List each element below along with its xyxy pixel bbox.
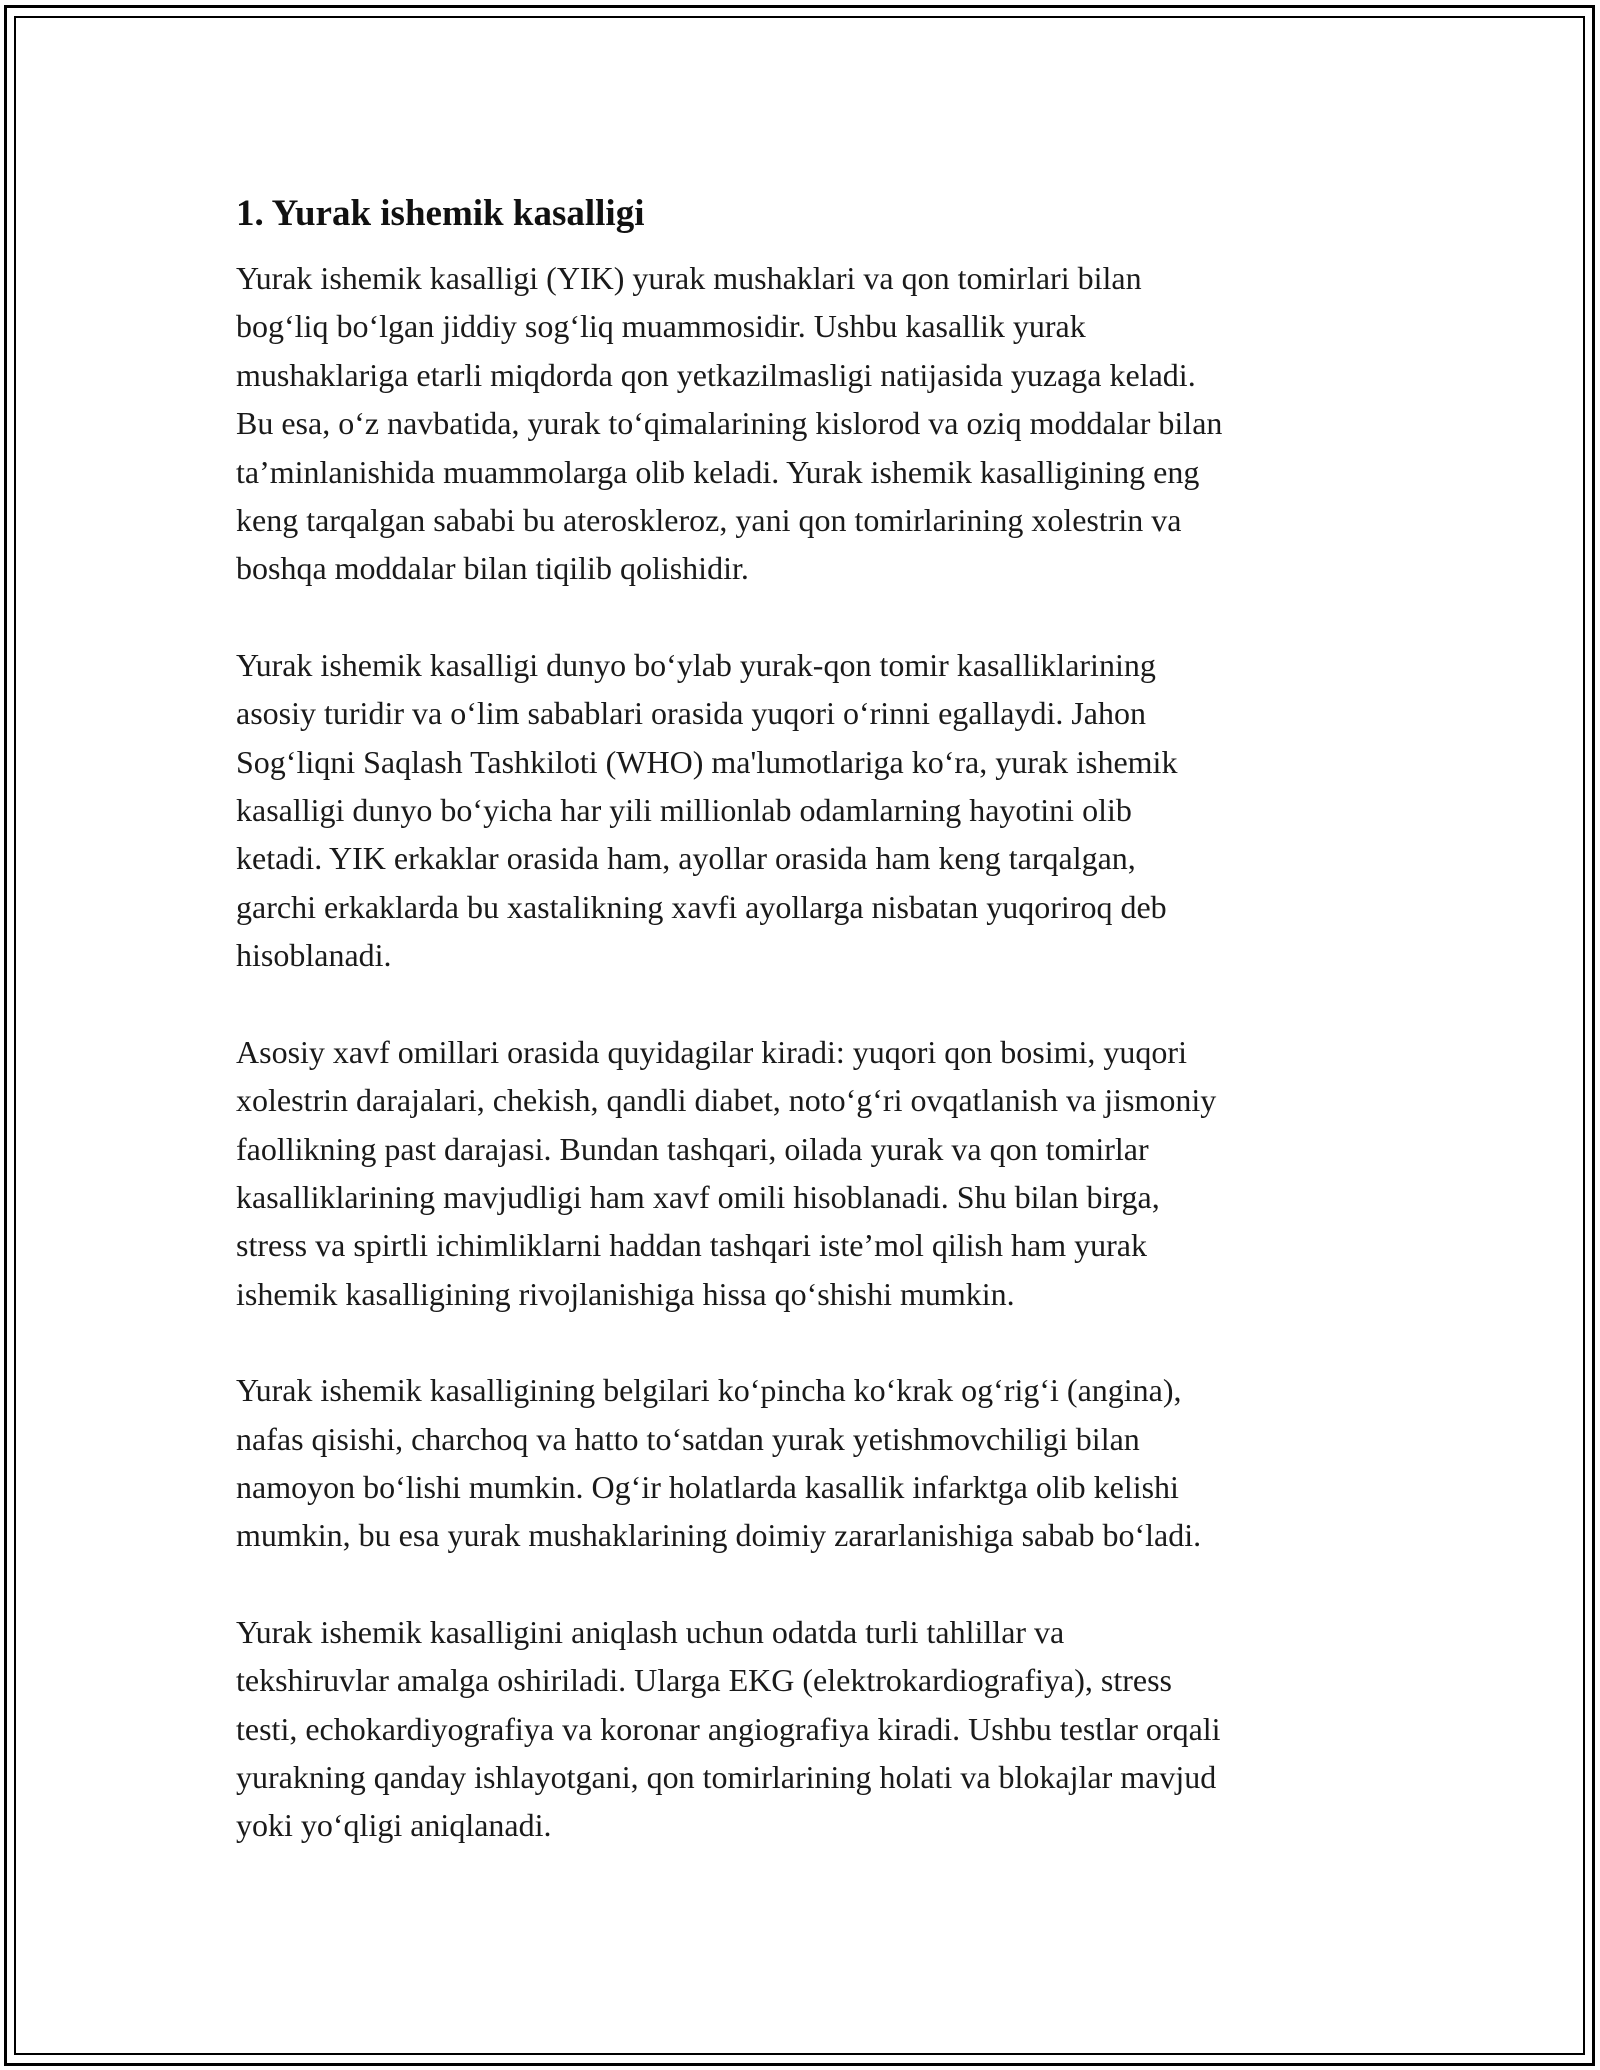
text-line: testi, echokardiyografiya va koronar angiografiya kiradi. Ushbu testlar orqali bbox=[236, 1710, 1221, 1747]
document-body bbox=[236, 186, 1376, 1898]
text-line: stress va spirtli ichimliklarni haddan tashqari iste’mol qilish ham yurak bbox=[236, 1227, 1147, 1264]
document-title: 1. Yurak ishemik kasalligi bbox=[236, 193, 645, 234]
text-line: Yurak ishemik kasalligini aniqlash uchun odatda turli tahlillar va bbox=[236, 1613, 1065, 1650]
text-line: Bu esa, o‘z navbatida, yurak to‘qimalarining kislorod va oziq moddalar bilan bbox=[236, 405, 1223, 442]
text-line: tekshiruvlar amalga oshiriladi. Ularga EKG (elektrokardiografiya), stress bbox=[236, 1662, 1172, 1699]
text-line: kasalligi dunyo bo‘yicha har yili millionlab odamlarning hayotini olib bbox=[236, 792, 1132, 829]
paragraph-symptoms bbox=[236, 1366, 1376, 1560]
paragraph-risk-factors bbox=[236, 1028, 1376, 1318]
text-line: boshqa moddalar bilan tiqilib qolishidir. bbox=[236, 550, 749, 587]
text-line: garchi erkaklarda bu xastalikning xavfi ayollarga nisbatan yuqoriroq deb bbox=[236, 888, 1167, 925]
text-line: mumkin, bu esa yurak mushaklarining doimiy zararlanishiga sabab bo‘ladi. bbox=[236, 1517, 1202, 1554]
text-line: ishemik kasalligining rivojlanishiga hissa qo‘shishi mumkin. bbox=[236, 1275, 1015, 1312]
text-line: kasalliklarining mavjudligi ham xavf omili hisoblanadi. Shu bilan birga, bbox=[236, 1178, 1160, 1215]
text-line: hisoblanadi. bbox=[236, 937, 392, 974]
text-line: ketadi. YIK erkaklar orasida ham, ayollar orasida ham keng tarqalgan, bbox=[236, 840, 1136, 877]
text-line: yoki yo‘qligi aniqlanadi. bbox=[236, 1807, 552, 1844]
text-line: Yurak ishemik kasalligi (YIK) yurak mushaklari va qon tomirlari bilan bbox=[236, 260, 1142, 296]
text-line: Yurak ishemik kasalligi dunyo bo‘ylab yurak-qon tomir kasalliklarining bbox=[236, 646, 1156, 683]
text-line: Yurak ishemik kasalligining belgilari ko‘pincha ko‘krak og‘rig‘i (angina), bbox=[236, 1372, 1182, 1409]
text-line: xolestrin darajalari, chekish, qandli diabet, noto‘g‘ri ovqatlanish va jismoniy bbox=[236, 1082, 1217, 1119]
text-line: bog‘liq bo‘lgan jiddiy sog‘liq muammosidir. Ushbu kasallik yurak bbox=[236, 308, 1086, 345]
paragraph-prevalence bbox=[236, 641, 1376, 980]
text-line: namoyon bo‘lishi mumkin. Og‘ir holatlarda kasallik infarktga olib kelishi bbox=[236, 1468, 1179, 1505]
text-line: Sog‘liqni Saqlash Tashkiloti (WHO) ma'lumotlariga ko‘ra, yurak ishemik bbox=[236, 743, 1178, 780]
text-line: ta’minlanishida muammolarga olib keladi. Yurak ishemik kasalligining eng bbox=[236, 453, 1200, 490]
text-line: asosiy turidir va o‘lim sabablari orasida yuqori o‘rinni egallaydi. Jahon bbox=[236, 695, 1146, 732]
text-line: Asosiy xavf omillari orasida quyidagilar kiradi: yuqori qon bosimi, yuqori bbox=[236, 1033, 1187, 1070]
text-line: yurakning qanday ishlayotgani, qon tomirlarining holati va blokajlar mavjud bbox=[236, 1758, 1217, 1795]
text-line: faollikning past darajasi. Bundan tashqari, oilada yurak va qon tomirlar bbox=[236, 1130, 1149, 1167]
paragraph-definition bbox=[236, 254, 1376, 593]
text-line: mushaklariga etarli miqdorda qon yetkazilmasligi natijasida yuzaga keladi. bbox=[236, 356, 1196, 393]
paragraph-diagnosis bbox=[236, 1608, 1376, 1850]
text-line: nafas qisishi, charchoq va hatto to‘satdan yurak yetishmovchiligi bilan bbox=[236, 1420, 1140, 1457]
text-line: keng tarqalgan sababi bu ateroskleroz, yani qon tomirlarining xolestrin va bbox=[236, 502, 1182, 539]
